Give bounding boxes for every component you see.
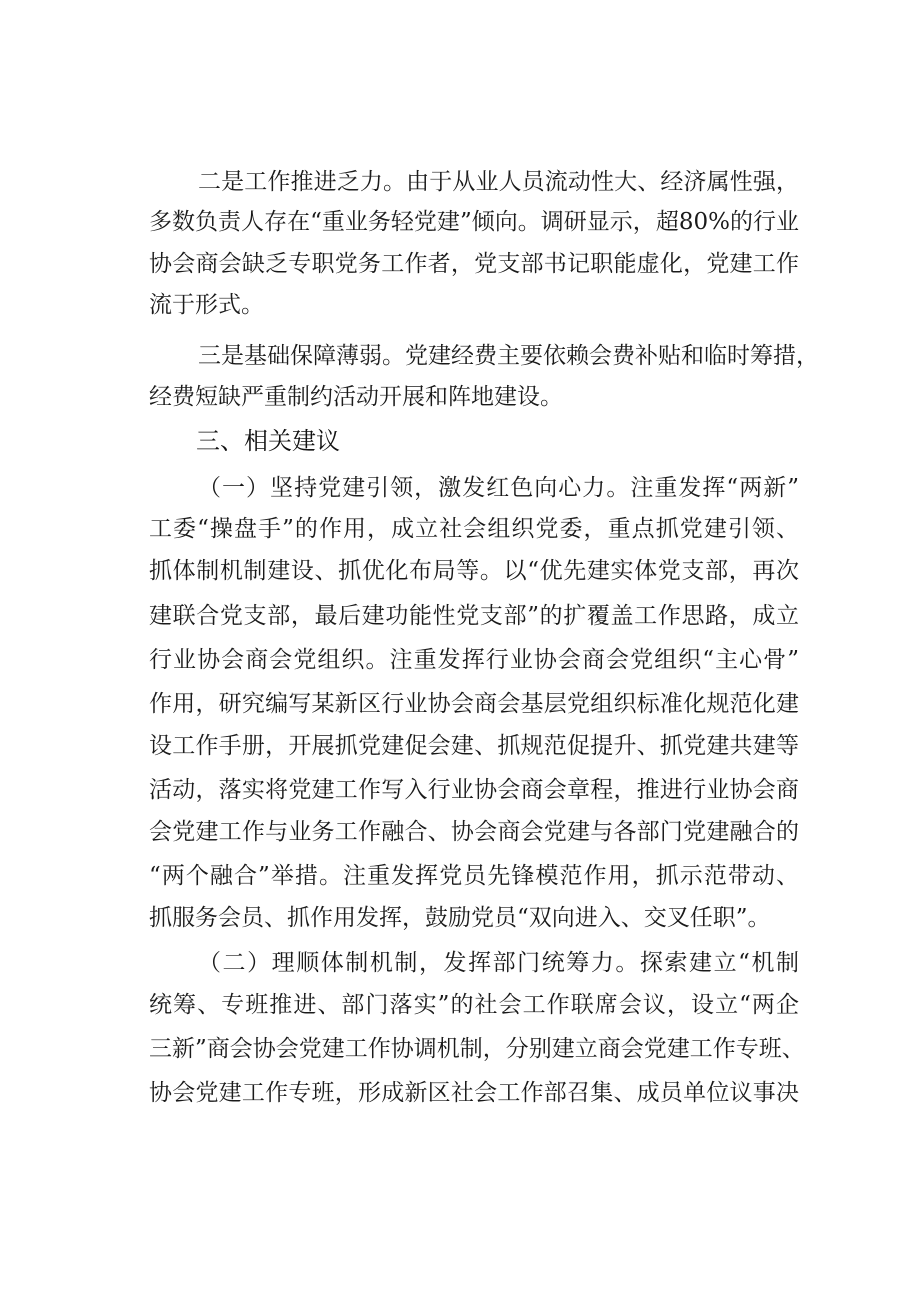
paragraph-line: 统筹、专班推进、部门落实”的社会工作联席会议，设立“两企 (149, 992, 799, 1018)
paragraph-line: 抓服务会员、抓作用发挥，鼓励党员“双向进入、交叉任职”。 (149, 905, 771, 931)
paragraph-line: 多数负责人存在“重业务轻党建”倾向。调研显示，超80%的行业 (149, 209, 799, 235)
paragraph-line: 设工作手册，开展抓党建促会建、抓规范促提升、抓党建共建等 (149, 733, 799, 759)
paragraph-line: 经费短缺严重制约活动开展和阵地建设。 (149, 384, 563, 410)
paragraph-line: 协会商会缺乏专职党务工作者，党支部书记职能虚化，党建工作 (149, 251, 799, 277)
paragraph-line: 流于形式。 (149, 292, 264, 318)
paragraph-line: （一）坚持党建引领，激发红色向心力。注重发挥“两新” (198, 475, 799, 501)
paragraph-line: 活动，落实将党建工作写入行业协会商会章程，推进行业协会商 (149, 777, 799, 803)
paragraph-line: 行业协会商会党组织。注重发挥行业协会商会党组织“主心骨” (149, 647, 799, 673)
paragraph-line: 会党建工作与业务工作融合、协会商会党建与各部门党建融合的 (149, 819, 799, 845)
paragraph-line: “两个融合”举措。注重发挥党员先锋模范作用，抓示范带动、 (149, 863, 799, 889)
paragraph-line: 工委“操盘手”的作用，成立社会组织党委，重点抓党建引领、 (149, 516, 799, 542)
paragraph-line: （二）理顺体制机制，发挥部门统筹力。探索建立“机制 (198, 950, 799, 976)
paragraph-line: 二是工作推进乏力。由于从业人员流动性大、经济属性强， (198, 169, 799, 195)
paragraph-line: 协会党建工作专班，形成新区社会工作部召集、成员单位议事决 (149, 1080, 799, 1106)
paragraph-line: 建联合党支部，最后建功能性党支部”的扩覆盖工作思路，成立 (149, 603, 799, 629)
paragraph-line: 抓体制机制建设、抓优化布局等。以“优先建实体党支部，再次 (149, 558, 799, 584)
section-heading: 三、相关建议 (196, 427, 340, 455)
paragraph-line: 三新”商会协会党建工作协调机制，分别建立商会党建工作专班、 (149, 1036, 805, 1062)
paragraph-line: 作用，研究编写某新区行业协会商会基层党组织标准化规范化建 (149, 691, 799, 717)
paragraph-line: 三是基础保障薄弱。党建经费主要依赖会费补贴和临时筹措， (198, 343, 819, 369)
